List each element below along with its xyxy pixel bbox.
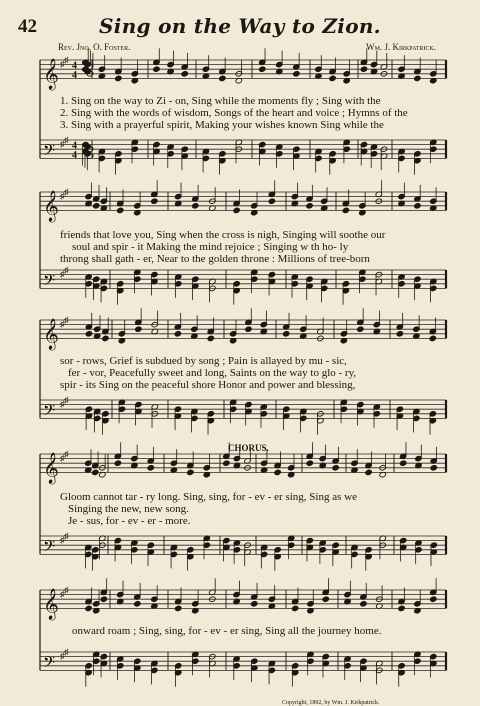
lyric-s5-v1: onward roam ; Sing, sing, for - ev - er sing, Sing all the journey home. [72, 625, 382, 637]
note-head [396, 331, 403, 337]
sharp-icon: ♯ [60, 398, 65, 409]
note-head [357, 326, 364, 332]
copyright-notice: Copyright, 1892, by Wm. J. Kirkpatrick. [282, 700, 380, 706]
sharp-icon: ♯ [60, 650, 65, 661]
lyric-s2-v1: friends that love you, Sing when the cross is nigh, Singing will soothe our [60, 229, 386, 241]
note-head [429, 335, 436, 341]
note-head [342, 207, 349, 213]
sharp-icon: ♯ [60, 452, 65, 463]
note-head [259, 66, 266, 72]
lyric-s4-v1: Gloom cannot tar - ry long. Sing, sing, for - ev - er sing, Sing as we [60, 491, 357, 503]
note-head [414, 75, 421, 81]
sharp-icon: ♯ [64, 394, 69, 405]
note-head [181, 71, 188, 77]
lyric-s3-v1: sor - rows, Grief is subdued by song ; Pain is allayed by mu - sic, [60, 355, 347, 367]
note-head [291, 605, 298, 611]
note-head [134, 601, 141, 607]
note-head [322, 596, 329, 602]
note-head [153, 66, 160, 72]
note-head [274, 469, 281, 475]
note-head [85, 605, 92, 611]
treble-clef-icon: 𝄞 [43, 58, 59, 90]
note-head [174, 331, 181, 337]
note-head [219, 75, 226, 81]
note-head [245, 326, 252, 332]
bass-clef-icon: 𝄢 [43, 141, 56, 164]
note-head [360, 601, 367, 607]
note-head [102, 335, 109, 341]
note-head [251, 601, 258, 607]
treble-clef-icon: 𝄞 [43, 452, 59, 484]
note-head [306, 460, 313, 466]
note-head [430, 465, 437, 471]
note-head [414, 203, 421, 209]
lyric-s4-v2: Singing the new, new song. [68, 503, 189, 515]
sharp-icon: ♯ [64, 584, 69, 595]
note-head [430, 596, 437, 602]
note-head [85, 331, 92, 337]
note-head [360, 66, 367, 72]
lyric-s3-v2: fer - vor, Peacefully sweet and long, Saints on the way to glo - ry, [68, 367, 357, 379]
lyric-s1-v3: 3. Sing with a prayerful spirit, Making your wishes known Sing while the [60, 119, 384, 131]
note-head [115, 75, 122, 81]
note-head [332, 465, 339, 471]
time-signature: 4 [72, 69, 77, 81]
note-head [100, 596, 107, 602]
bass-clef-icon: 𝄢 [43, 271, 56, 294]
bass-clef-icon: 𝄢 [43, 537, 56, 560]
note-head [151, 198, 158, 204]
sharp-icon: ♯ [60, 190, 65, 201]
lyric-s4-v3: Je - sus, for - ev - er - more. [68, 515, 191, 527]
note-head [399, 460, 406, 466]
treble-clef-icon: 𝄞 [43, 318, 59, 350]
sharp-icon: ♯ [64, 448, 69, 459]
note-head [233, 207, 240, 213]
treble-clef-icon: 𝄞 [43, 588, 59, 620]
lyric-s1-v1: 1. Sing on the way to Zi - on, Sing while the moments fly ; Sing with the [60, 95, 381, 107]
note-head [135, 326, 142, 332]
note-head [92, 469, 99, 475]
sharp-icon: ♯ [64, 646, 69, 657]
sharp-icon: ♯ [60, 534, 65, 545]
note-head [175, 605, 182, 611]
time-signature: 4 [72, 140, 77, 152]
note-head [283, 331, 290, 337]
note-head [306, 203, 313, 209]
page-number: 42 [18, 16, 37, 37]
sharp-icon: ♯ [64, 134, 69, 145]
words-credit: Rev. Jno. O. Foster. [58, 42, 131, 52]
lyric-s2-v2: soul and spir - it Making the mind rejoice ; Singing w th ho- ly [72, 241, 349, 253]
treble-clef-icon: 𝄞 [43, 190, 59, 222]
lyric-s1-v2: 2. Sing with the words of wisdom, Songs of the heart and voice ; Hymns of the [60, 107, 408, 119]
lyric-s2-v3: throng shall gath - er, Near to the golden throne : Millions of tree-born [60, 253, 370, 265]
sharp-icon: ♯ [60, 588, 65, 599]
note-head [114, 460, 121, 466]
note-head [223, 460, 230, 466]
note-head [207, 335, 214, 341]
sharp-icon: ♯ [64, 530, 69, 541]
note-head [117, 207, 124, 213]
sharp-icon: ♯ [64, 264, 69, 275]
sharp-icon: ♯ [60, 138, 65, 149]
bass-clef-icon: 𝄢 [43, 653, 56, 676]
sharp-icon: ♯ [60, 268, 65, 279]
sharp-icon: ♯ [60, 318, 65, 329]
note-head [398, 605, 405, 611]
note-head [329, 75, 336, 81]
bass-clef-icon: 𝄢 [43, 401, 56, 424]
hymn-title: Sing on the Way to Zion. [99, 14, 381, 38]
sharp-icon: ♯ [60, 58, 65, 69]
lyric-s3-v3: spir - its Sing on the peaceful shore Honor and power and blessing, [60, 379, 356, 391]
sharp-icon: ♯ [64, 186, 69, 197]
time-signature: 4 [72, 60, 77, 72]
note-head [365, 469, 372, 475]
note-head [93, 203, 100, 209]
note-head [192, 203, 199, 209]
note-head [268, 198, 275, 204]
sharp-icon: ♯ [64, 54, 69, 65]
time-signature: 4 [72, 149, 77, 161]
note-head [187, 469, 194, 475]
note-head [293, 71, 300, 77]
note-head [147, 465, 154, 471]
sharp-icon: ♯ [64, 314, 69, 325]
chorus-label: CHORUS. [228, 443, 269, 453]
music-credit: Wm. J. Kirkpatrick. [366, 42, 436, 52]
